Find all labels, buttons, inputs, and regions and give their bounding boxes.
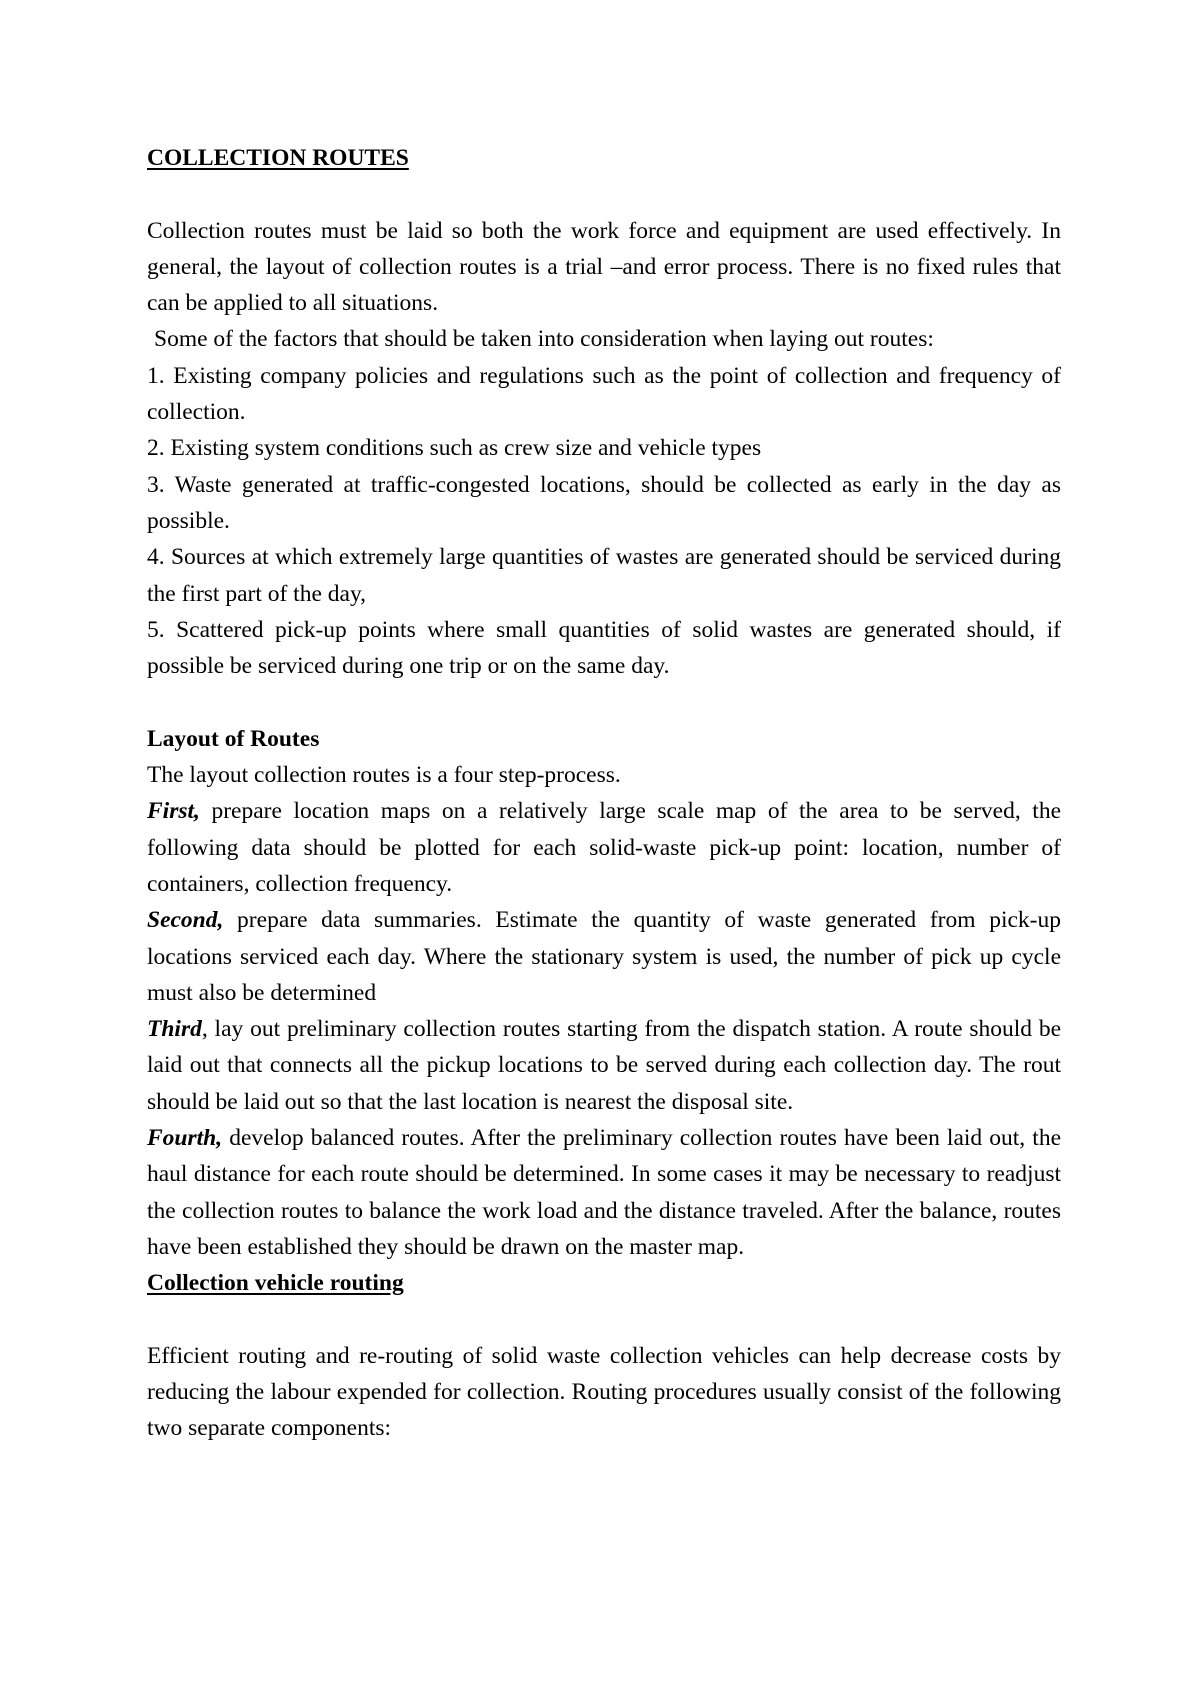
factors-intro: Some of the factors that should be taken into consideration when laying out routes: bbox=[154, 326, 934, 353]
heading-collection-vehicle-routing: Collection vehicle routing bbox=[147, 1270, 404, 1297]
step-paragraph bbox=[147, 1120, 1061, 1265]
factor-item: 2. Existing system conditions such as crew size and vehicle types bbox=[147, 435, 762, 462]
step-paragraph bbox=[147, 902, 1061, 1011]
spacer bbox=[147, 1302, 1061, 1338]
factor-item: 3. Waste generated at traffic-congested locations, should be collected as early in the day as possible. bbox=[147, 471, 1061, 534]
factor-item: 4. Sources at which extremely large quantities of wastes are generated should be serviced during the first part of the day, bbox=[147, 544, 1061, 607]
step-paragraph bbox=[147, 793, 1061, 902]
heading-collection-routes: COLLECTION ROUTES bbox=[147, 145, 409, 171]
document-page bbox=[147, 140, 1061, 1447]
intro-paragraph: Collection routes must be laid so both the work force and equipment are used effectively. In general, the layout of collection routes is a trial –and error process. There is no fixed rules that can be applied to all situations. bbox=[147, 217, 1061, 317]
step-text: prepare location maps on a relatively large scale map of the area to be served, the following data should be plotted for each solid-waste pick-up point: location, number of containers, collection frequency. bbox=[147, 798, 1061, 897]
spacer bbox=[147, 176, 1061, 212]
heading-layout-of-routes: Layout of Routes bbox=[147, 725, 320, 752]
step-text: develop balanced routes. After the preliminary collection routes have been laid out, the haul distance for each route should be determined. In some cases it may be necessary to readjust the collection routes to balance the work load and the distance traveled. After the balance, routes have been established they should be drawn on the master map. bbox=[147, 1125, 1061, 1260]
step-lead: Third bbox=[147, 1016, 202, 1043]
routing-paragraph: Efficient routing and re-routing of solid waste collection vehicles can help decrease costs by reducing the labour expended for collection. Routing procedures usually consist of the following two separate components: bbox=[147, 1342, 1061, 1442]
step-lead: Fourth, bbox=[147, 1125, 223, 1152]
factor-item: 1. Existing company policies and regulations such as the point of collection and frequency of collection. bbox=[147, 362, 1061, 426]
step-lead: First, bbox=[147, 798, 200, 825]
step-text: , lay out preliminary collection routes starting from the dispatch station. A route should be laid out that connects all the pickup locations to be served during each collection day. The rout should be laid out so that the last location is nearest the disposal site. bbox=[147, 1016, 1061, 1115]
step-paragraph bbox=[147, 1011, 1061, 1120]
step-lead: Second, bbox=[147, 907, 224, 934]
factor-item: 5. Scattered pick-up points where small quantities of solid wastes are generated should, if possible be serviced during one trip or on the same day. bbox=[147, 616, 1061, 680]
spacer bbox=[147, 684, 1061, 720]
layout-intro: The layout collection routes is a four step-process. bbox=[147, 762, 621, 789]
step-text: prepare data summaries. Estimate the quantity of waste generated from pick-up locations serviced each day. Where the stationary system is used, the number of pick up cycle must also be determined bbox=[147, 907, 1061, 1006]
